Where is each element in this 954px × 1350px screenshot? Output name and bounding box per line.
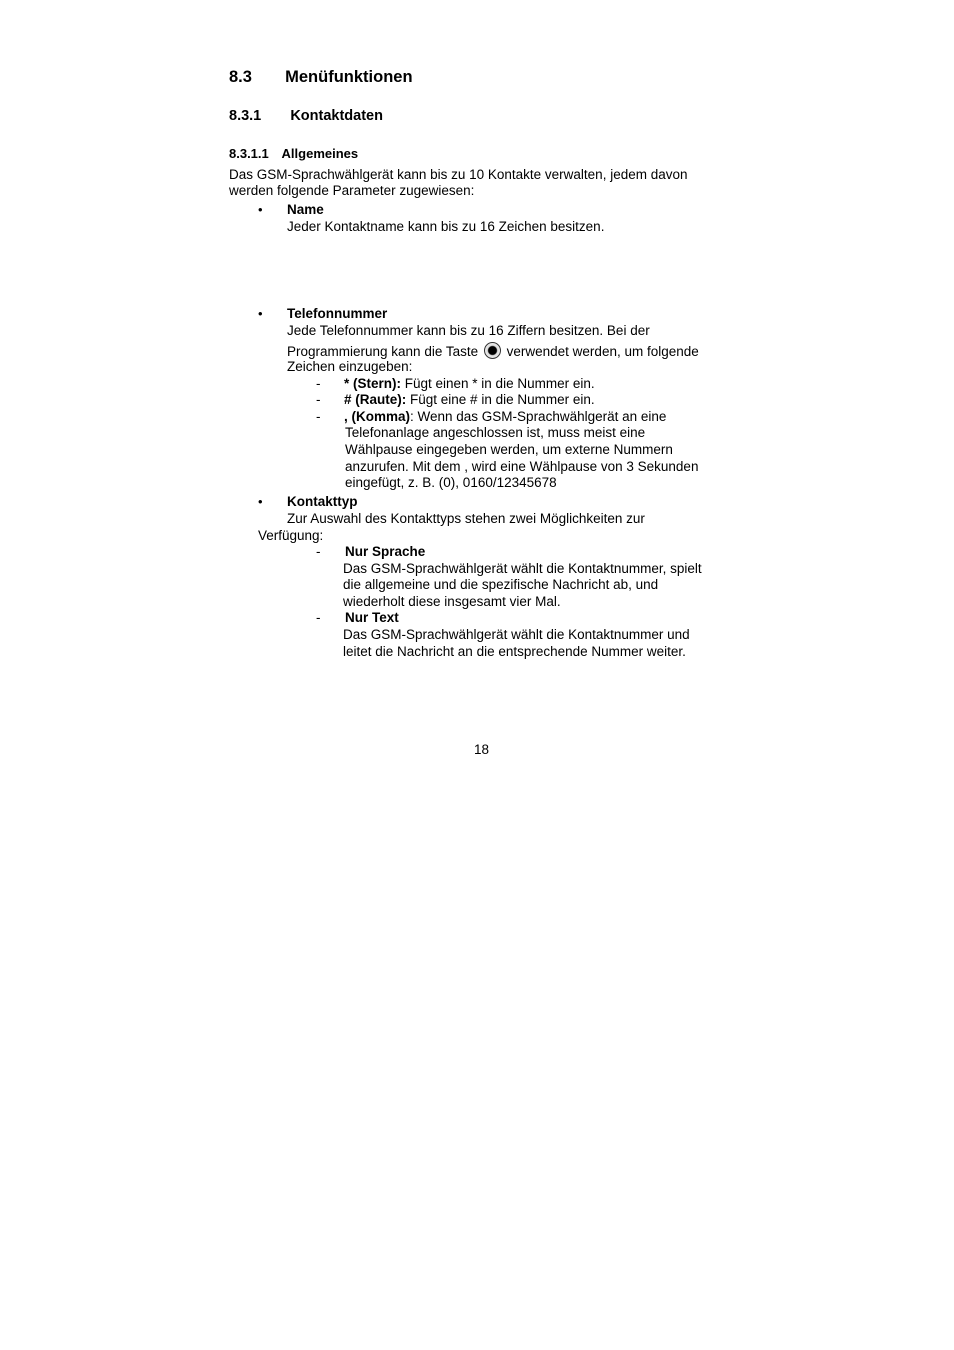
dash-marker: - <box>316 392 321 407</box>
intro-line-2: werden folgende Parameter zugewiesen: <box>229 183 475 198</box>
telefon-line-2 <box>287 342 699 361</box>
bullet-icon: • <box>258 306 263 321</box>
komma-cont-line: anzurufen. Mit dem , wird eine Wählpause von 3 Sekunden <box>345 459 699 474</box>
sprache-title: Nur Sprache <box>345 544 426 559</box>
sprache-line: die allgemeine und die spezifische Nachricht ab, und <box>343 577 659 592</box>
komma-cont-line: eingefügt, z. B. (0), 0160/12345678 <box>345 475 557 490</box>
sprache-line: wiederholt diese insgesamt vier Mal. <box>343 594 561 609</box>
section-title: Menüfunktionen <box>285 68 413 86</box>
dash-marker: - <box>316 610 321 625</box>
name-title: Name <box>287 202 324 217</box>
intro-line-1: Das GSM-Sprachwählgerät kann bis zu 10 Kontakte verwalten, jedem davon <box>229 167 688 182</box>
telefon-line-1: Jede Telefonnummer kann bis zu 16 Ziffern besitzen. Bei der <box>287 323 650 338</box>
dash-marker: - <box>316 544 321 559</box>
name-text: Jeder Kontaktname kann bis zu 16 Zeichen besitzen. <box>287 219 605 234</box>
kontakttyp-line-1: Zur Auswahl des Kontakttyps stehen zwei Möglichkeiten zur <box>287 511 645 526</box>
text-title: Nur Text <box>345 610 399 625</box>
komma-cont-line: Wählpause eingegeben werden, um externe Nummern <box>345 442 673 457</box>
section-heading <box>229 68 413 87</box>
subsubsection-title: Allgemeines <box>281 146 359 161</box>
raute-label: # (Raute): <box>344 392 407 407</box>
subsection-title: Kontaktdaten <box>290 108 383 124</box>
stern-item <box>344 376 595 393</box>
text-line: Das GSM-Sprachwählgerät wählt die Kontaktnummer und <box>343 627 690 642</box>
subsubsection-heading <box>229 146 358 161</box>
text-line: leitet die Nachricht an die entsprechende Nummer weiter. <box>343 644 686 659</box>
raute-text: Fügt eine # in die Nummer ein. <box>406 392 595 407</box>
telefon-line-3: Zeichen einzugeben: <box>287 359 413 374</box>
dash-marker: - <box>316 376 321 391</box>
komma-text: : Wenn das GSM-Sprachwählgerät an eine <box>410 409 667 424</box>
komma-label: , (Komma) <box>344 409 411 424</box>
dash-marker: - <box>316 409 321 424</box>
kontakttyp-title: Kontakttyp <box>287 494 358 509</box>
telefon-line-2a: Programmierung kann die Taste <box>287 344 479 359</box>
kontakttyp-line-2: Verfügung: <box>258 528 324 543</box>
telefon-line-2b: verwendet werden, um folgende <box>506 344 699 359</box>
subsection-number: 8.3.1 <box>229 108 262 124</box>
subsubsection-number: 8.3.1.1 <box>229 146 269 161</box>
raute-item <box>344 392 595 409</box>
subsection-heading <box>229 108 383 124</box>
sprache-line: Das GSM-Sprachwählgerät wählt die Kontaktnummer, spielt <box>343 561 702 576</box>
page-number: 18 <box>474 742 490 757</box>
stern-text: Fügt einen * in die Nummer ein. <box>401 376 595 391</box>
bullet-icon: • <box>258 202 263 217</box>
komma-cont-line: Telefonanlage angeschlossen ist, muss meist eine <box>345 425 646 440</box>
dial-key-icon <box>484 342 501 359</box>
telefon-title: Telefonnummer <box>287 306 388 321</box>
section-number: 8.3 <box>229 68 252 86</box>
stern-label: * (Stern): <box>344 376 401 391</box>
bullet-icon: • <box>258 494 263 509</box>
komma-item <box>344 409 666 426</box>
